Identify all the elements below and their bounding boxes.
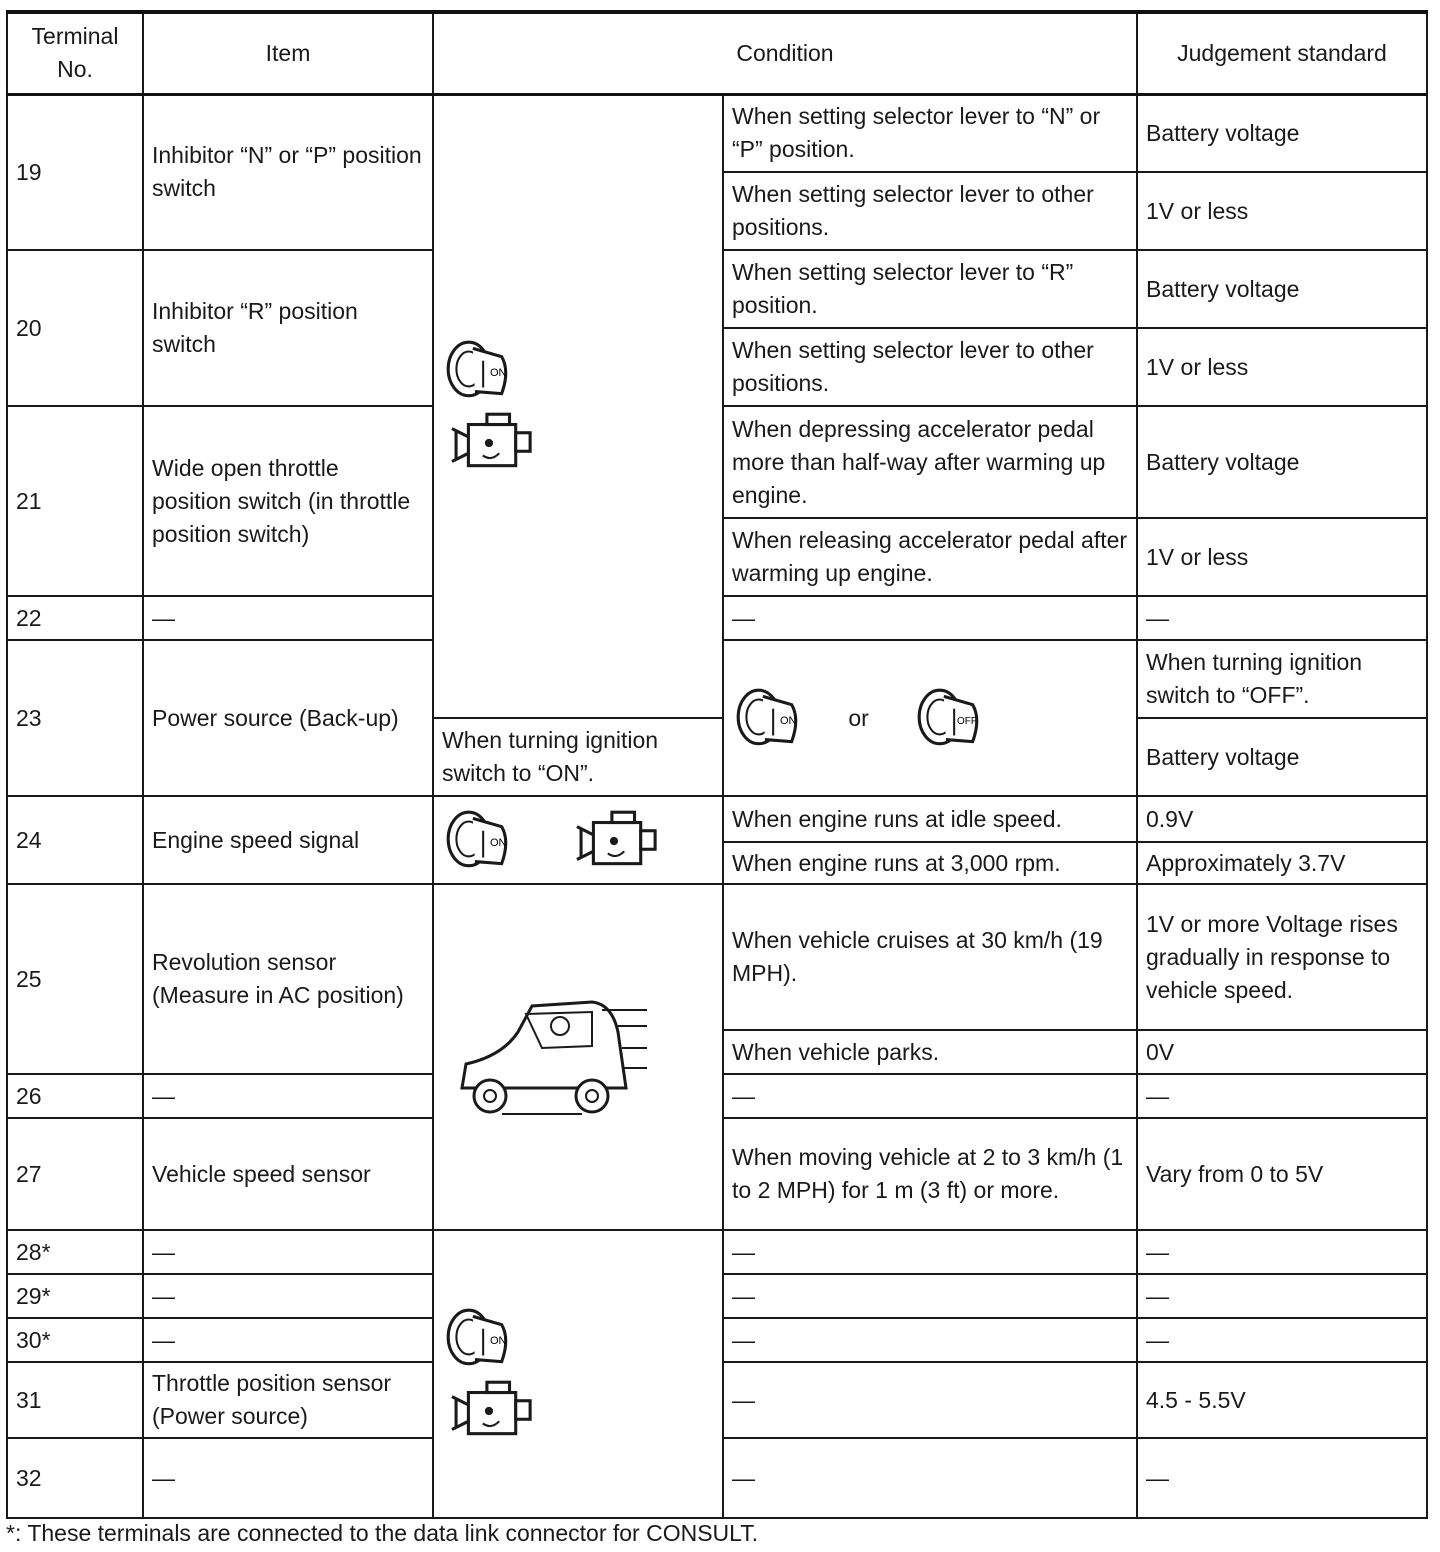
- svg-text:ON: ON: [490, 367, 507, 380]
- table-row: [7, 94, 1427, 172]
- condition-cell: When engine runs at 3,000 rpm.: [723, 842, 1137, 884]
- item-cell: Inhibitor “N” or “P” position switch: [143, 94, 433, 250]
- terminal-no: 30*: [7, 1318, 143, 1362]
- item-cell: Revolution sensor (Measure in AC position): [143, 884, 433, 1074]
- condition-cell: When moving vehicle at 2 to 3 km/h (1 to 2 MPH) for 1 m (3 ft) or more.: [723, 1118, 1137, 1230]
- vehicle-driving-icon: [442, 992, 652, 1122]
- item-cell: —: [143, 596, 433, 640]
- condition-cell: —: [723, 1438, 1137, 1518]
- icon-cell-ignition-engine: [433, 1230, 723, 1518]
- item-cell: Vehicle speed sensor: [143, 1118, 433, 1230]
- engine-running-icon: [567, 804, 663, 876]
- condition-cell: When engine runs at idle speed.: [723, 796, 1137, 842]
- judgement-cell: 0V: [1137, 1030, 1427, 1074]
- condition-cell: When depressing accelerator pedal more than half-way after warming up engine.: [723, 406, 1137, 518]
- terminal-no: 29*: [7, 1274, 143, 1318]
- header-terminal: Terminal No.: [7, 12, 143, 94]
- icon-cell-ignition-on-off: [723, 640, 1137, 796]
- judgement-cell: Battery voltage: [1137, 718, 1427, 796]
- item-cell: —: [143, 1074, 433, 1118]
- terminal-no: 28*: [7, 1230, 143, 1274]
- table-header: [7, 12, 1427, 94]
- ignition-on-icon: [732, 682, 804, 754]
- terminal-no: 31: [7, 1362, 143, 1438]
- condition-cell: —: [723, 1318, 1137, 1362]
- condition-cell: —: [723, 1230, 1137, 1274]
- item-cell: —: [143, 1438, 433, 1518]
- judgement-cell: 1V or less: [1137, 328, 1427, 406]
- condition-cell: When vehicle cruises at 30 km/h (19 MPH).: [723, 884, 1137, 1030]
- terminal-no: 27: [7, 1118, 143, 1230]
- judgement-cell: Approximately 3.7V: [1137, 842, 1427, 884]
- condition-cell: When setting selector lever to other positions.: [723, 328, 1137, 406]
- judgement-cell: —: [1137, 1230, 1427, 1274]
- condition-cell: When setting selector lever to “R” position.: [723, 250, 1137, 328]
- footnote: *: These terminals are connected to the data link connector for CONSULT.: [6, 1520, 759, 1546]
- svg-text:ON: ON: [490, 1335, 507, 1347]
- header-item: Item: [143, 12, 433, 94]
- judgement-cell: 0.9V: [1137, 796, 1427, 842]
- terminal-no: 26: [7, 1074, 143, 1118]
- judgement-cell: Battery voltage: [1137, 94, 1427, 172]
- item-cell: Power source (Back-up): [143, 640, 433, 796]
- condition-cell: When setting selector lever to other positions.: [723, 172, 1137, 250]
- terminal-no: 24: [7, 796, 143, 884]
- judgement-cell: —: [1137, 1074, 1427, 1118]
- judgement-cell: —: [1137, 1318, 1427, 1362]
- judgement-cell: —: [1137, 596, 1427, 640]
- ignition-on-icon: [442, 804, 514, 876]
- terminal-no: 32: [7, 1438, 143, 1518]
- condition-cell: When turning ignition switch to “OFF”.: [1137, 640, 1427, 718]
- svg-text:OFF: OFF: [957, 716, 978, 727]
- condition-cell: —: [723, 1074, 1137, 1118]
- terminal-no: 25: [7, 884, 143, 1074]
- judgement-cell: 1V or less: [1137, 172, 1427, 250]
- condition-cell: —: [723, 1362, 1137, 1438]
- terminal-no: 22: [7, 596, 143, 640]
- table-row: [7, 1230, 1427, 1274]
- item-cell: —: [143, 1318, 433, 1362]
- judgement-cell: Battery voltage: [1137, 250, 1427, 328]
- condition-cell: —: [723, 1274, 1137, 1318]
- svg-text:ON: ON: [780, 715, 797, 727]
- item-cell: Engine speed signal: [143, 796, 433, 884]
- judgement-cell: —: [1137, 1274, 1427, 1318]
- judgement-cell: Vary from 0 to 5V: [1137, 1118, 1427, 1230]
- header-judgement: Judgement standard: [1137, 12, 1427, 94]
- terminal-no: 21: [7, 406, 143, 596]
- item-cell: Wide open throttle position switch (in throttle position switch): [143, 406, 433, 596]
- svg-text:ON: ON: [490, 837, 507, 849]
- header-condition: Condition: [433, 12, 1137, 94]
- judgement-cell: 1V or more Voltage rises gradually in response to vehicle speed.: [1137, 884, 1427, 1030]
- ignition-on-icon: [442, 334, 514, 406]
- engine-running-icon: [442, 1374, 538, 1446]
- ignition-on-icon: [442, 1302, 514, 1374]
- condition-cell: When releasing accelerator pedal after warming up engine.: [723, 518, 1137, 596]
- item-cell: —: [143, 1274, 433, 1318]
- item-cell: —: [143, 1230, 433, 1274]
- judgement-cell: Battery voltage: [1137, 406, 1427, 518]
- icon-cell-ignition-engine: [433, 796, 723, 884]
- terminal-no: 19: [7, 94, 143, 250]
- judgement-cell: 1V or less: [1137, 518, 1427, 596]
- terminal-no: 23: [7, 640, 143, 796]
- condition-cell: When vehicle parks.: [723, 1030, 1137, 1074]
- judgement-cell: —: [1137, 1438, 1427, 1518]
- table-row: [7, 796, 1427, 842]
- condition-cell: When setting selector lever to “N” or “P” position.: [723, 94, 1137, 172]
- item-cell: Inhibitor “R” position switch: [143, 250, 433, 406]
- ignition-off-icon: [913, 682, 985, 754]
- icon-cell-ignition-engine: [433, 94, 723, 718]
- terminal-table: [6, 10, 1428, 1519]
- item-cell: Throttle position sensor (Power source): [143, 1362, 433, 1438]
- condition-cell: When turning ignition switch to “ON”.: [433, 718, 723, 796]
- judgement-cell: 4.5 - 5.5V: [1137, 1362, 1427, 1438]
- engine-running-icon: [442, 406, 538, 478]
- condition-cell: —: [723, 596, 1137, 640]
- terminal-no: 20: [7, 250, 143, 406]
- or-label: or: [848, 704, 869, 731]
- icon-cell-vehicle: [433, 884, 723, 1230]
- table-row: [7, 884, 1427, 1030]
